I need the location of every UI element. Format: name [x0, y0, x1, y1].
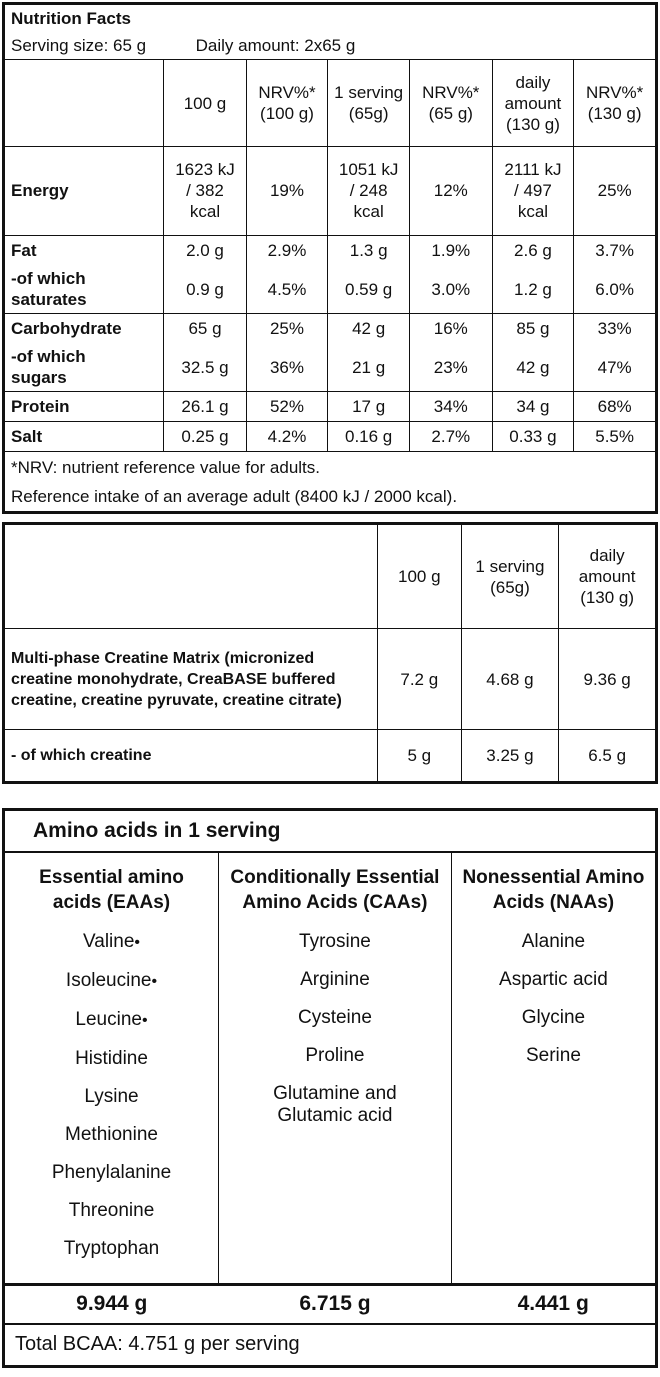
amino-acid-item — [5, 1124, 218, 1146]
nutrient-value: 47% — [574, 344, 657, 392]
nutrient-value: 34% — [409, 391, 492, 421]
amino-acid-item — [5, 1162, 218, 1184]
nutrient-value: 25% — [246, 313, 328, 343]
amino-acid-item — [5, 1009, 218, 1032]
nutrient-value: 32.5 g — [164, 344, 246, 392]
creatine-value: 5 g — [377, 730, 461, 783]
nutrition-header-row — [4, 60, 657, 147]
amino-acid-name: Alanine — [521, 931, 586, 953]
amino-acid-name: Leucine — [75, 1009, 142, 1031]
creatine-content-row — [4, 730, 657, 783]
nutrient-value: 4.2% — [246, 421, 328, 451]
nutrient-row-carbohydrate — [4, 313, 657, 343]
nutrient-value: 16% — [409, 313, 492, 343]
nutrient-value: 5.5% — [574, 421, 657, 451]
amino-acid-name: Lysine — [84, 1086, 139, 1108]
amino-acid-item — [5, 931, 218, 954]
amino-acid-item — [219, 1083, 451, 1127]
amino-column-heading: Essential amino acids (EAAs) — [39, 867, 184, 914]
amino-acid-item — [5, 1048, 218, 1070]
amino-acid-item — [5, 970, 218, 993]
nutrient-value: 2.6 g — [492, 235, 574, 265]
nutrient-value: 2111 kJ / 497 kcal — [492, 146, 574, 235]
nutrient-value: 42 g — [328, 313, 410, 343]
nutrient-value: 25% — [574, 146, 657, 235]
amino-acid-item — [5, 1238, 218, 1260]
nutrient-value: 1.2 g — [492, 266, 574, 314]
nutrient-value: 2.9% — [246, 235, 328, 265]
nutrient-label: Energy — [4, 146, 164, 235]
nutrient-value: 0.33 g — [492, 421, 574, 451]
reference-intake-note: Reference intake of an average adult (8400 kJ / 2000 kcal). — [4, 482, 657, 512]
amino-acid-name: Tyrosine — [299, 931, 371, 953]
nutrient-value: 42 g — [492, 344, 574, 392]
amino-acid-name: Serine — [525, 1045, 581, 1067]
nutrition-facts-table — [2, 2, 658, 514]
creatine-header-row — [4, 524, 657, 629]
amino-acid-item — [219, 1007, 451, 1029]
amino-acid-item — [5, 1200, 218, 1222]
amino-acid-name: Phenylalanine — [51, 1162, 172, 1184]
creatine-value: 4.68 g — [461, 629, 559, 730]
nutrition-facts-title: Nutrition Facts — [4, 4, 657, 32]
amino-totals-row — [4, 1285, 657, 1324]
bcaa-dot-icon: • — [134, 934, 141, 952]
nutrient-value: 19% — [246, 146, 328, 235]
amino-acid-name: Proline — [305, 1045, 365, 1067]
column-header: NRV%* (130 g) — [574, 60, 657, 147]
nutrient-value: 34 g — [492, 391, 574, 421]
header-empty-cell — [4, 60, 164, 147]
nutrient-row-saturates — [4, 266, 657, 314]
amino-acid-name: Cysteine — [297, 1007, 372, 1029]
creatine-matrix-row — [4, 629, 657, 730]
creatine-value: 9.36 g — [559, 629, 657, 730]
nutrient-row-protein — [4, 391, 657, 421]
amino-acid-name: Glycine — [521, 1007, 586, 1029]
amino-acid-item — [452, 931, 655, 953]
column-header: NRV%* (65 g) — [409, 60, 492, 147]
eaa-total: 9.944 g — [4, 1285, 219, 1324]
column-header: 1 serving (65g) — [461, 524, 559, 629]
nutrient-value: 23% — [409, 344, 492, 392]
nutrient-value: 68% — [574, 391, 657, 421]
nutrient-value: 12% — [409, 146, 492, 235]
nutrient-value: 36% — [246, 344, 328, 392]
nutrient-value: 26.1 g — [164, 391, 246, 421]
nutrient-label: Fat — [4, 235, 164, 265]
amino-acid-name: Arginine — [300, 969, 370, 991]
nutrient-row-energy — [4, 146, 657, 235]
nutrient-value: 3.0% — [409, 266, 492, 314]
amino-column-heading: Nonessential Amino Acids (NAAs) — [462, 867, 645, 914]
amino-acid-item — [219, 931, 451, 953]
amino-acid-item — [452, 969, 655, 991]
naa-total: 4.441 g — [451, 1285, 656, 1324]
amino-acid-item — [452, 1007, 655, 1029]
caa-column — [219, 852, 452, 1284]
nutrient-label: -of which saturates — [4, 266, 164, 314]
caa-total: 6.715 g — [219, 1285, 452, 1324]
nutrient-label: Protein — [4, 391, 164, 421]
amino-acids-table — [2, 808, 658, 1368]
nutrient-value: 21 g — [328, 344, 410, 392]
nrv-footnote: *NRV: nutrient reference value for adults. — [4, 452, 657, 482]
amino-acid-name: Methionine — [65, 1124, 158, 1146]
amino-acid-name: Tryptophan — [63, 1238, 160, 1260]
total-bcaa: Total BCAA: 4.751 g per serving — [4, 1324, 657, 1367]
creatine-label: Multi-phase Creatine Matrix (micronized creatine monohydrate, CreaBASE buffered creatine, creatine pyruvate, creatine citrate) — [4, 629, 378, 730]
amino-column-heading: Conditionally Essential Amino Acids (CAAs) — [230, 867, 440, 914]
amino-acid-name: Valine — [83, 931, 135, 953]
nutrient-row-salt — [4, 421, 657, 451]
column-header: 1 serving (65g) — [328, 60, 410, 147]
amino-acids-title: Amino acids in 1 serving — [4, 810, 657, 853]
nutrient-value: 1.3 g — [328, 235, 410, 265]
creatine-value: 7.2 g — [377, 629, 461, 730]
nutrient-row-sugars — [4, 344, 657, 392]
serving-size: Serving size: 65 g — [11, 35, 147, 55]
nutrient-value: 4.5% — [246, 266, 328, 314]
nutrient-label: -of which sugars — [4, 344, 164, 392]
amino-acid-name: Glutamine and Glutamic acid — [273, 1083, 397, 1127]
nutrient-value: 0.25 g — [164, 421, 246, 451]
bcaa-dot-icon: • — [151, 973, 158, 991]
nutrient-value: 6.0% — [574, 266, 657, 314]
column-header: NRV%* (100 g) — [246, 60, 328, 147]
serving-info — [4, 32, 657, 60]
header-empty-cell — [4, 524, 378, 629]
nutrient-value: 1051 kJ / 248 kcal — [328, 146, 410, 235]
amino-acid-item — [219, 1045, 451, 1067]
creatine-value: 6.5 g — [559, 730, 657, 783]
nutrient-value: 0.9 g — [164, 266, 246, 314]
creatine-table — [2, 522, 658, 784]
nutrient-value: 2.0 g — [164, 235, 246, 265]
nutrient-label: Salt — [4, 421, 164, 451]
column-header: daily amount (130 g) — [559, 524, 657, 629]
column-header: 100 g — [377, 524, 461, 629]
nutrient-value: 0.16 g — [328, 421, 410, 451]
column-header: daily amount (130 g) — [492, 60, 574, 147]
naa-column — [451, 852, 656, 1284]
nutrient-value: 2.7% — [409, 421, 492, 451]
nutrient-value: 0.59 g — [328, 266, 410, 314]
nutrient-label: Carbohydrate — [4, 313, 164, 343]
amino-acid-name: Isoleucine — [65, 970, 152, 992]
column-header: 100 g — [164, 60, 246, 147]
nutrient-row-fat — [4, 235, 657, 265]
nutrient-value: 1623 kJ / 382 kcal — [164, 146, 246, 235]
nutrient-value: 52% — [246, 391, 328, 421]
daily-amount: Daily amount: 2x65 g — [195, 35, 356, 55]
nutrient-value: 1.9% — [409, 235, 492, 265]
nutrient-value: 85 g — [492, 313, 574, 343]
nutrient-value: 3.7% — [574, 235, 657, 265]
bcaa-dot-icon: • — [141, 1012, 148, 1030]
nutrient-value: 65 g — [164, 313, 246, 343]
amino-acid-name: Aspartic acid — [499, 969, 608, 991]
amino-acid-name: Threonine — [68, 1200, 155, 1222]
eaa-column — [4, 852, 219, 1284]
creatine-value: 3.25 g — [461, 730, 559, 783]
nutrient-value: 17 g — [328, 391, 410, 421]
amino-acid-item — [452, 1045, 655, 1067]
amino-acid-item — [219, 969, 451, 991]
creatine-label: - of which creatine — [4, 730, 378, 783]
amino-acid-name: Histidine — [75, 1048, 148, 1070]
nutrient-value: 33% — [574, 313, 657, 343]
amino-acid-item — [5, 1086, 218, 1108]
